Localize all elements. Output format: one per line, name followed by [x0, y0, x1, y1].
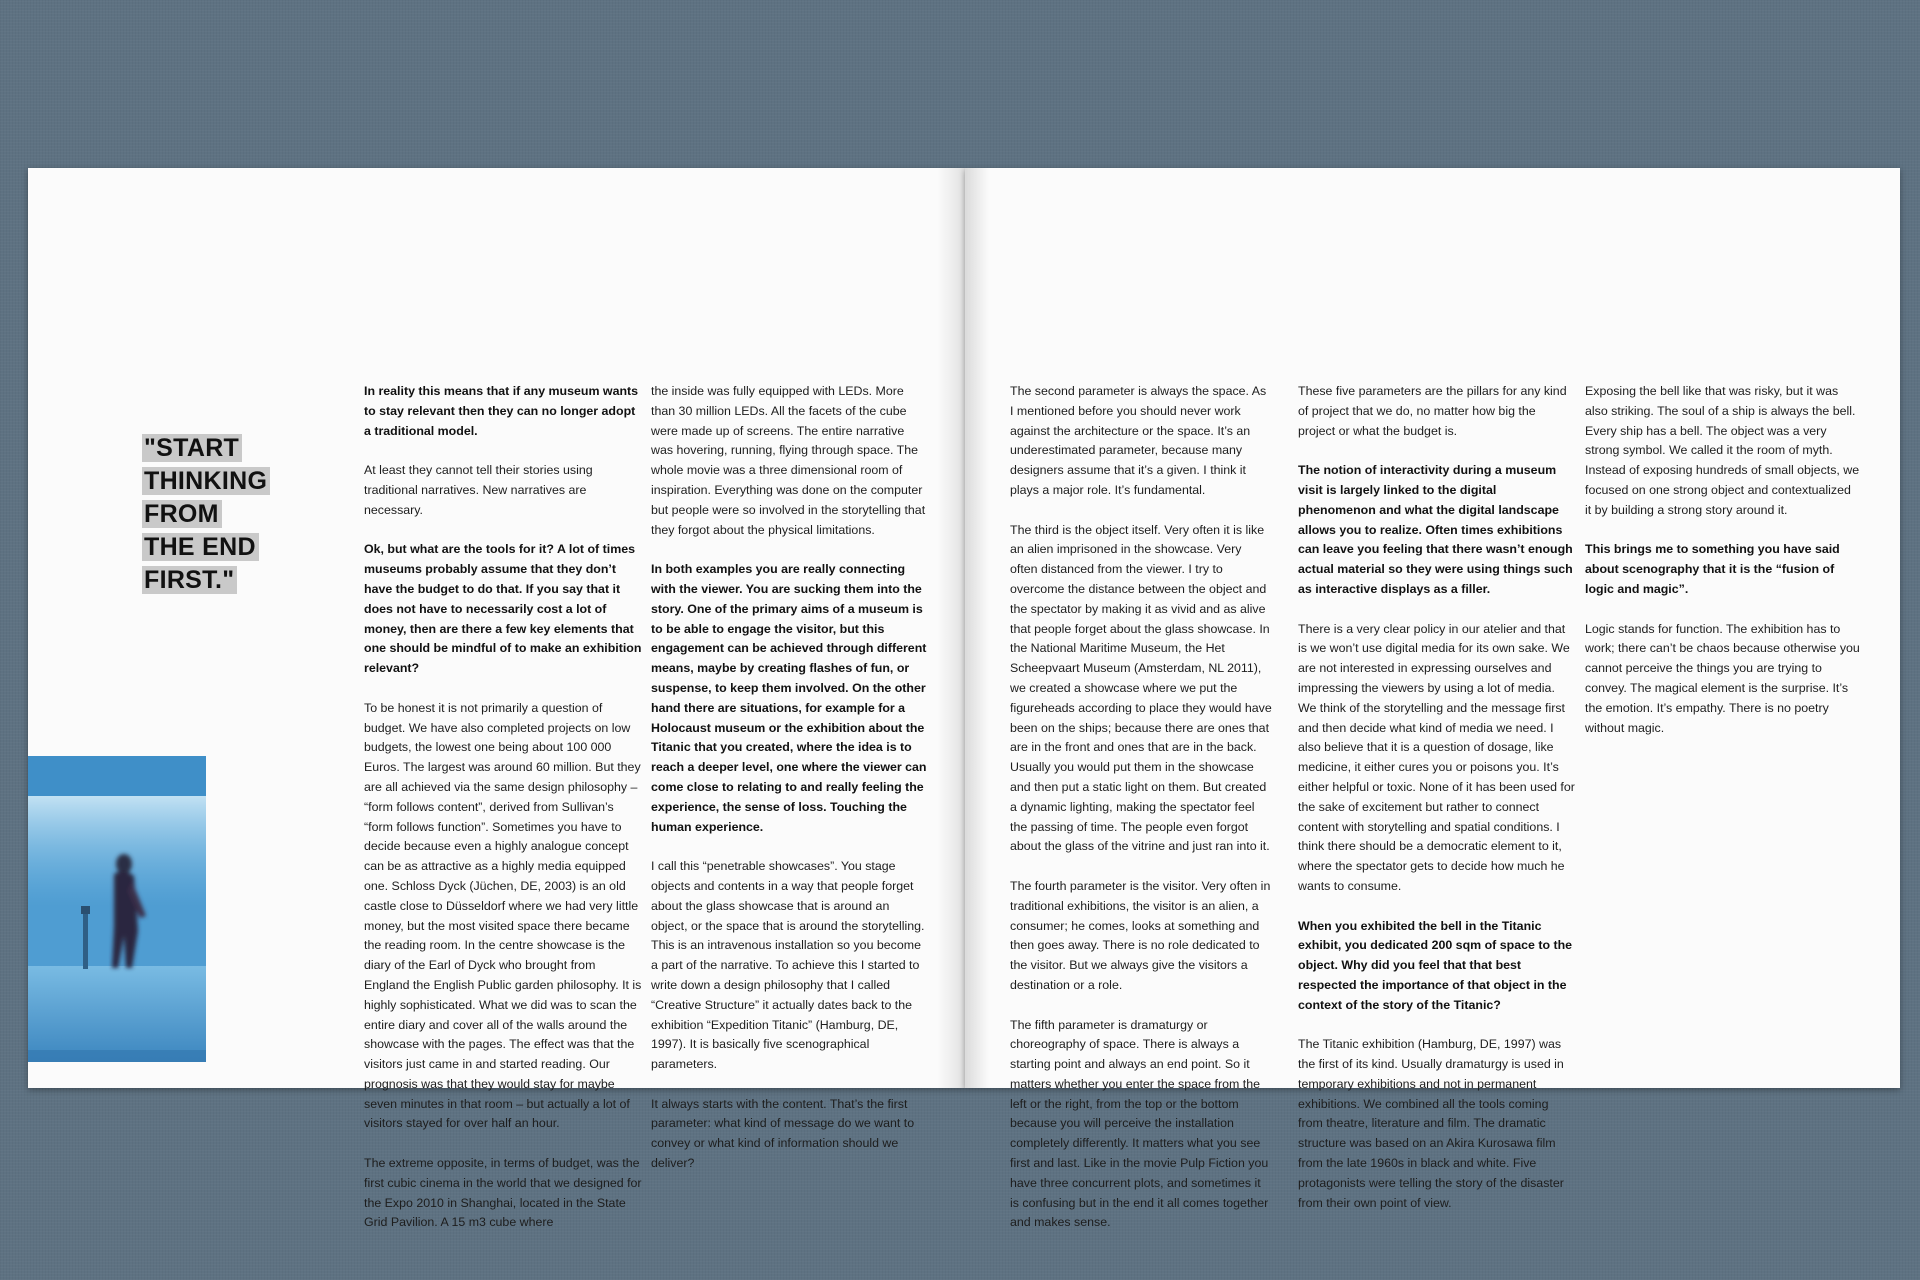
answer-paragraph: At least they cannot tell their stories using traditional narratives. New narratives are necessary.: [364, 463, 593, 517]
answer-paragraph: The fifth parameter is dramaturgy or choreography of space. There is always a starting point and always an end point. So it matters whether you enter the space from the left or the right, from the top or the bottom because you will perceive the installation completely differently. It matters what you see first and last. Like in the movie Pulp Fiction you have three concurrent plots, and sometimes it is confusing but in the end it all comes together and makes sense.: [1010, 1017, 1269, 1230]
answer-paragraph: It always starts with the content. That’s the first parameter: what kind of message do we want to convey or what kind of information should we deliver?: [651, 1096, 915, 1171]
answer-paragraph: Exposing the bell like that was risky, but it was also striking. The soul of a ship is always the bell. Every ship has a bell. The object was a very strong symbol. We called it the room of myth. Instead of exposing hundreds of small objects, we focused on one strong object and contextualized it by building a strong story around it.: [1585, 384, 1860, 517]
pull-quote: [142, 432, 292, 597]
question-paragraph: When you exhibited the bell in the Titanic exhibit, you dedicated 200 sqm of space to the object. Why did you feel that that best respected the importance of that object in the context of the story of the Titanic?: [1298, 918, 1573, 1012]
answer-paragraph: The extreme opposite, in terms of budget, was the first cubic cinema in the world that we designed for the Expo 2010 in Shanghai, located in the State Grid Pavilion. A 15 m3 cube where: [364, 1156, 642, 1230]
answer-paragraph: To be honest it is not primarily a question of budget. We have also completed projects on low budgets, the lowest one being about 100 000 Euros. The largest was around 60 million. But they are all achieved via the same design philosophy – “form follows content”, derived from Sullivan’s “form follows function”. Sometimes you have to decide because even a highly analogue concept can be as attractive as a highly media equipped one. Schloss Dyck (Jüchen, DE, 2003) is an old castle close to Düsseldorf where we had very little money, but the most visited space there became the reading room. In the centre showcase is the diary of the Earl of Dyck who brought from England the English Public garden philosophy. It is highly sophisticated. What we did was to scan the entire diary and cover all of the walls around the showcase with the pages. The effect was that the visitors just came in and started reading. Our prognosis was that they would stay for maybe seven minutes in that room – but actually a lot of visitors stayed for over half an hour.: [364, 700, 642, 1131]
question-paragraph: This brings me to something you have said about scenography that it is the “fusion of logic and magic”.: [1585, 542, 1840, 596]
pull-quote-line: THE END: [142, 533, 259, 561]
answer-paragraph: The second parameter is always the space. As I mentioned before you should never work against the architecture or the space. It’s an underestimated parameter, because many designers assume that it’s a given. I think it plays a major role. It’s fundamental.: [1010, 384, 1267, 497]
question-paragraph: The notion of interactivity during a museum visit is largely linked to the digital phenomenon and what the digital landscape allows you to realize. Often times exhibitions can leave you feeling that there wasn’t enough actual material so they were using things such as interactive displays as a filler.: [1298, 463, 1573, 596]
answer-paragraph: The third is the object itself. Very often it is like an alien imprisoned in the showcase. Very often distanced from the viewer. I try to overcome the distance between the object and the spectator by making it as vivid and as alive that people forget about the glass showcase. In the National Maritime Museum, the Het Scheepvaart Museum (Amsterdam, NL 2011), we created a showcase where we put the figureheads according to place they would have been on the ships; because there are ones that are in the front and ones that are in the back. Usually you would put them in the showcase and then put a static light on them. But created a dynamic lighting, making the spectator feel the passing of time. The people even forgot about the glass of the vitrine and just ran into it.: [1010, 522, 1272, 854]
text-column-1: [364, 382, 642, 1253]
text-column-4: [1298, 382, 1576, 1233]
question-paragraph: Ok, but what are the tools for it? A lot of times museums probably assume that they don’t have the budget to do that. If you say that it does not have to necessarily cost a lot of money, then are there a few key elements that one should be mindful of to make an exhibition relevant?: [364, 542, 642, 676]
answer-paragraph: Logic stands for function. The exhibition has to work; there can’t be chaos because otherwise you cannot perceive the things you are trying to convey. The magical element is the surprise. It’s the emotion. It’s empathy. There is no poetry without magic.: [1585, 621, 1860, 735]
answer-paragraph: the inside was fully equipped with LEDs. More than 30 million LEDs. All the facets of the cube were made up of screens. The entire narrative was hovering, running, flying through space. The whole movie was a three dimensional room of inspiration. Everything was done on the computer but people were so involved in the storytelling that they forgot about the physical limitations.: [651, 384, 926, 537]
answer-paragraph: These five parameters are the pillars for any kind of project that we do, no matter how big the project or what the budget is.: [1298, 384, 1567, 438]
right-page: [965, 168, 1900, 1230]
pull-quote-line: FROM: [142, 500, 222, 528]
text-column-5: [1585, 382, 1860, 758]
answer-paragraph: The Titanic exhibition (Hamburg, DE, 1997) was the first of its kind. Usually dramaturgy is used in temporary exhibitions and not in permanent exhibitions. We combined all the tools coming from theatre, literature and film. The dramatic structure was based on an Akira Kurosawa film from the late 1960s in black and white. Five protagonists were telling the story of the disaster from their own point of view.: [1298, 1037, 1564, 1210]
right-page-gutter-shadow: [965, 168, 989, 1088]
pull-quote-line: FIRST.": [142, 566, 237, 594]
left-page: [28, 168, 965, 1230]
question-paragraph: In both examples you are really connecting with the viewer. You are sucking them into the story. One of the primary aims of a museum is to be able to engage the visitor, but this engagement can be achieved through different means, maybe by creating flashes of fun, or suspense, to keep them involved. On the other hand there are situations, for example for a Holocaust museum or the exhibition about the Titanic that you created, where the idea is to reach a deeper level, one where the viewer can come close to relating to and really feeling the experience, the sense of loss. Touching the human experience.: [651, 562, 927, 834]
answer-paragraph: I call this “penetrable showcases”. You stage objects and contents in a way that people forget about the glass showcase that is around an object, or the space that is around the storytelling. This is an intravenous installation so you become a part of the narrative. To achieve this I started to write down a design philosophy that I called “Creative Structure” it actually dates back to the exhibition “Expedition Titanic” (Hamburg, DE, 1997). It is basically five scenographical parameters.: [651, 859, 925, 1072]
left-page-gutter-shadow: [937, 168, 965, 1088]
answer-paragraph: There is a very clear policy in our atelier and that is we won’t use digital media for its own sake. We are not interested in expressing ourselves and impressing the viewers by using a lot of media. We think of the storytelling and the message first and then decide what kind of media we need. I also believe that it is a question of dosage, like medicine, it either cures you or poisons you. It’s either helpful or toxic. None of it has been used for the sake of excitement but rather to connect content with storytelling and spatial conditions. I think there should be a democratic element to it, where the spectator gets to decide how much he wants to consume.: [1298, 621, 1575, 893]
pull-quote-line: "START: [142, 434, 242, 462]
text-column-2: [651, 382, 929, 1194]
pull-quote-line: THINKING: [142, 467, 270, 495]
text-column-3: [1010, 382, 1272, 1253]
question-paragraph: In reality this means that if any museum wants to stay relevant then they can no longer adopt a traditional model.: [364, 384, 639, 438]
answer-paragraph: The fourth parameter is the visitor. Very often in traditional exhibitions, the visitor is an alien, a consumer; he comes, looks at something and then goes away. There is no role dedicated to the visitor. But we always give the visitors a destination or a role.: [1010, 878, 1271, 992]
exhibition-photo-icon: [28, 756, 206, 1062]
